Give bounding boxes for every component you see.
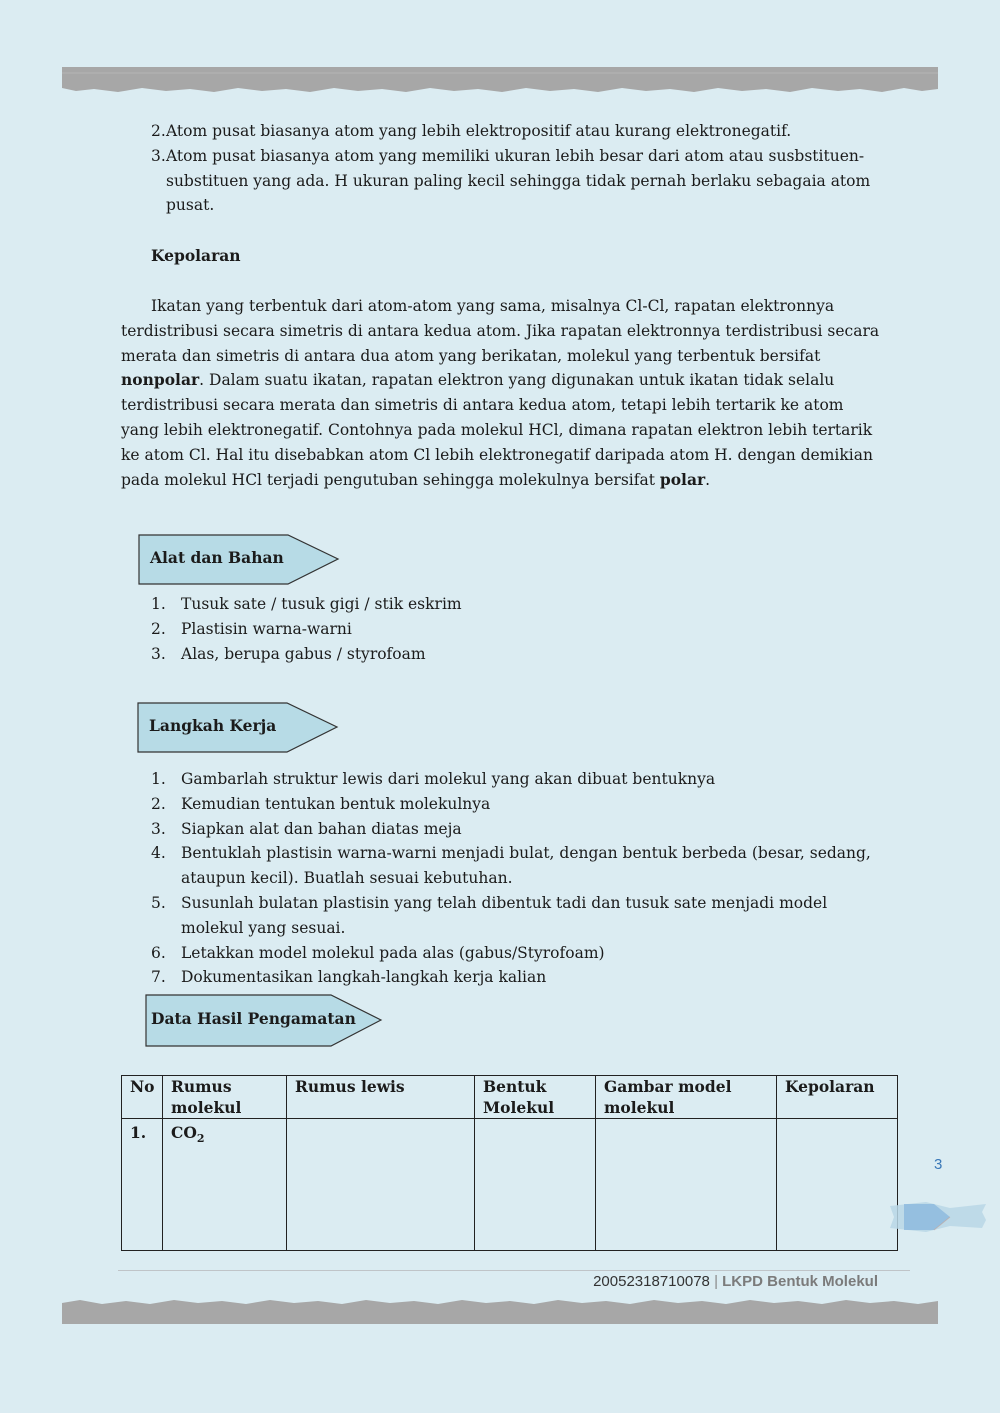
alat-bahan-list: [151, 592, 876, 666]
footer-title: LKPD Bentuk Molekul: [722, 1273, 878, 1290]
list-number: 1.: [151, 770, 166, 788]
list-text: Kemudian tentukan bentuk molekulnya: [181, 794, 491, 813]
header-bentuk-molekul: Bentuk Molekul: [475, 1076, 596, 1119]
list-item: [151, 817, 876, 842]
alat-bahan-tab: [138, 534, 344, 586]
list-item: [151, 891, 876, 941]
list-text: Tusuk sate / tusuk gigi / stik eskrim: [181, 595, 462, 613]
list-text: Plastisin warna-warni: [181, 619, 352, 638]
list-item: [151, 592, 876, 617]
list-item: [151, 792, 876, 817]
cell-gambar-model[interactable]: [596, 1119, 777, 1251]
list-text: Gambarlah struktur lewis dari molekul yang akan dibuat bentuknya: [181, 770, 716, 788]
list-item: [151, 941, 876, 966]
list-item: [151, 144, 876, 218]
header-torn-band: [62, 67, 938, 93]
kepolaran-paragraph: [121, 294, 881, 492]
list-text: Siapkan alat dan bahan diatas meja: [181, 819, 462, 838]
cell-no: 1.: [122, 1119, 163, 1251]
list-text: Atom pusat biasanya atom yang memiliki ukuran lebih besar dari atom atau susbstituen-substituen yang ada. H ukuran paling kecil sehingga tidak pernah berlaku sebagaia atom pusat.: [166, 146, 871, 215]
list-number: 7.: [151, 968, 166, 987]
footer: [118, 1273, 878, 1290]
nonpolar-term: nonpolar: [121, 370, 200, 390]
header-no: No: [122, 1076, 163, 1119]
list-text: Atom pusat biasanya atom yang lebih elektropositif atau kurang elektronegatif.: [166, 122, 792, 140]
list-number: 5.: [151, 893, 166, 912]
data-hasil-tab: [145, 994, 387, 1046]
kepolaran-heading: Kepolaran: [151, 246, 241, 265]
alat-bahan-title: Alat dan Bahan: [150, 548, 284, 567]
list-text: Susunlah bulatan plastisin yang telah dibentuk tadi dan tusuk sate menjadi model molekul yang sesuai.: [181, 893, 828, 937]
formula-text: CO: [171, 1123, 197, 1142]
header-rumus-lewis: Rumus lewis: [287, 1076, 475, 1119]
formula-subscript: 2: [196, 1132, 205, 1146]
corner-arrow-icon: [890, 1198, 988, 1240]
list-number: 3.: [151, 819, 166, 838]
list-text: Letakkan model molekul pada alas (gabus/Styrofoam): [181, 943, 605, 962]
list-number: 3.: [151, 644, 166, 663]
list-item: [151, 119, 876, 144]
langkah-kerja-list: [151, 767, 876, 990]
data-hasil-title: Data Hasil Pengamatan: [151, 1009, 356, 1028]
list-text: Alas, berupa gabus / styrofoam: [181, 644, 426, 663]
list-number: 3.: [151, 146, 166, 165]
list-number: 1.: [151, 595, 166, 613]
footer-separator: |: [714, 1273, 718, 1290]
table-row: [122, 1119, 898, 1251]
langkah-kerja-tab: [137, 702, 343, 754]
cell-rumus-molekul[interactable]: [163, 1119, 287, 1251]
list-number: 4.: [151, 844, 166, 863]
list-item: [151, 642, 876, 667]
header-kepolaran: Kepolaran: [777, 1076, 898, 1119]
footer-torn-band: [62, 1299, 938, 1324]
paragraph-text: Ikatan yang terbentuk dari atom-atom yang sama, misalnya Cl-Cl, rapatan elektronnya terdistribusi secara simetris di antara kedua atom. Jika rapatan elektronnya terdistribusi secara merata dan simetris di antara dua atom yang berikatan, molekul yang terbentuk bersifat: [121, 297, 880, 365]
cell-kepolaran[interactable]: [777, 1119, 898, 1251]
paragraph-text: .: [705, 470, 711, 489]
table-header-row: [122, 1076, 898, 1119]
central-atom-rules-list: [151, 119, 876, 218]
cell-bentuk-molekul[interactable]: [475, 1119, 596, 1251]
list-number: 2.: [151, 794, 166, 813]
header-gambar-model: Gambar model molekul: [596, 1076, 777, 1119]
list-number: 2.: [151, 619, 166, 638]
footer-code: 20052318710078: [593, 1273, 710, 1290]
list-text: Bentuklah plastisin warna-warni menjadi bulat, dengan bentuk berbeda (besar, sedang, ataupun kecil). Buatlah sesuai kebutuhan.: [181, 844, 871, 888]
footer-divider: [118, 1270, 910, 1271]
list-text: Dokumentasikan langkah-langkah kerja kalian: [181, 968, 547, 987]
paragraph-text: . Dalam suatu ikatan, rapatan elektron yang digunakan untuk ikatan tidak selalu terdistribusi secara merata dan simetris di antara kedua atom, tetapi lebih tertarik ke atom yang lebih elektronegatif. Contohnya pada molekul HCl, dimana rapatan elektron lebih tertarik ke atom Cl. Hal itu disebabkan atom Cl lebih elektronegatif daripada atom H. dengan demikian pada molekul HCl terjadi pengutuban sehingga molekulnya bersifat: [121, 371, 873, 489]
list-item: [151, 841, 876, 891]
list-item: [151, 767, 876, 792]
list-item: [151, 965, 876, 990]
list-item: [151, 617, 876, 642]
cell-rumus-lewis[interactable]: [287, 1119, 475, 1251]
header-rumus-molekul: Rumus molekul: [163, 1076, 287, 1119]
langkah-kerja-title: Langkah Kerja: [149, 716, 277, 735]
observation-table: [121, 1075, 898, 1251]
list-number: 2.: [151, 122, 166, 140]
polar-term: polar: [659, 469, 706, 489]
list-number: 6.: [151, 943, 166, 962]
page-number: 3: [934, 1156, 943, 1173]
